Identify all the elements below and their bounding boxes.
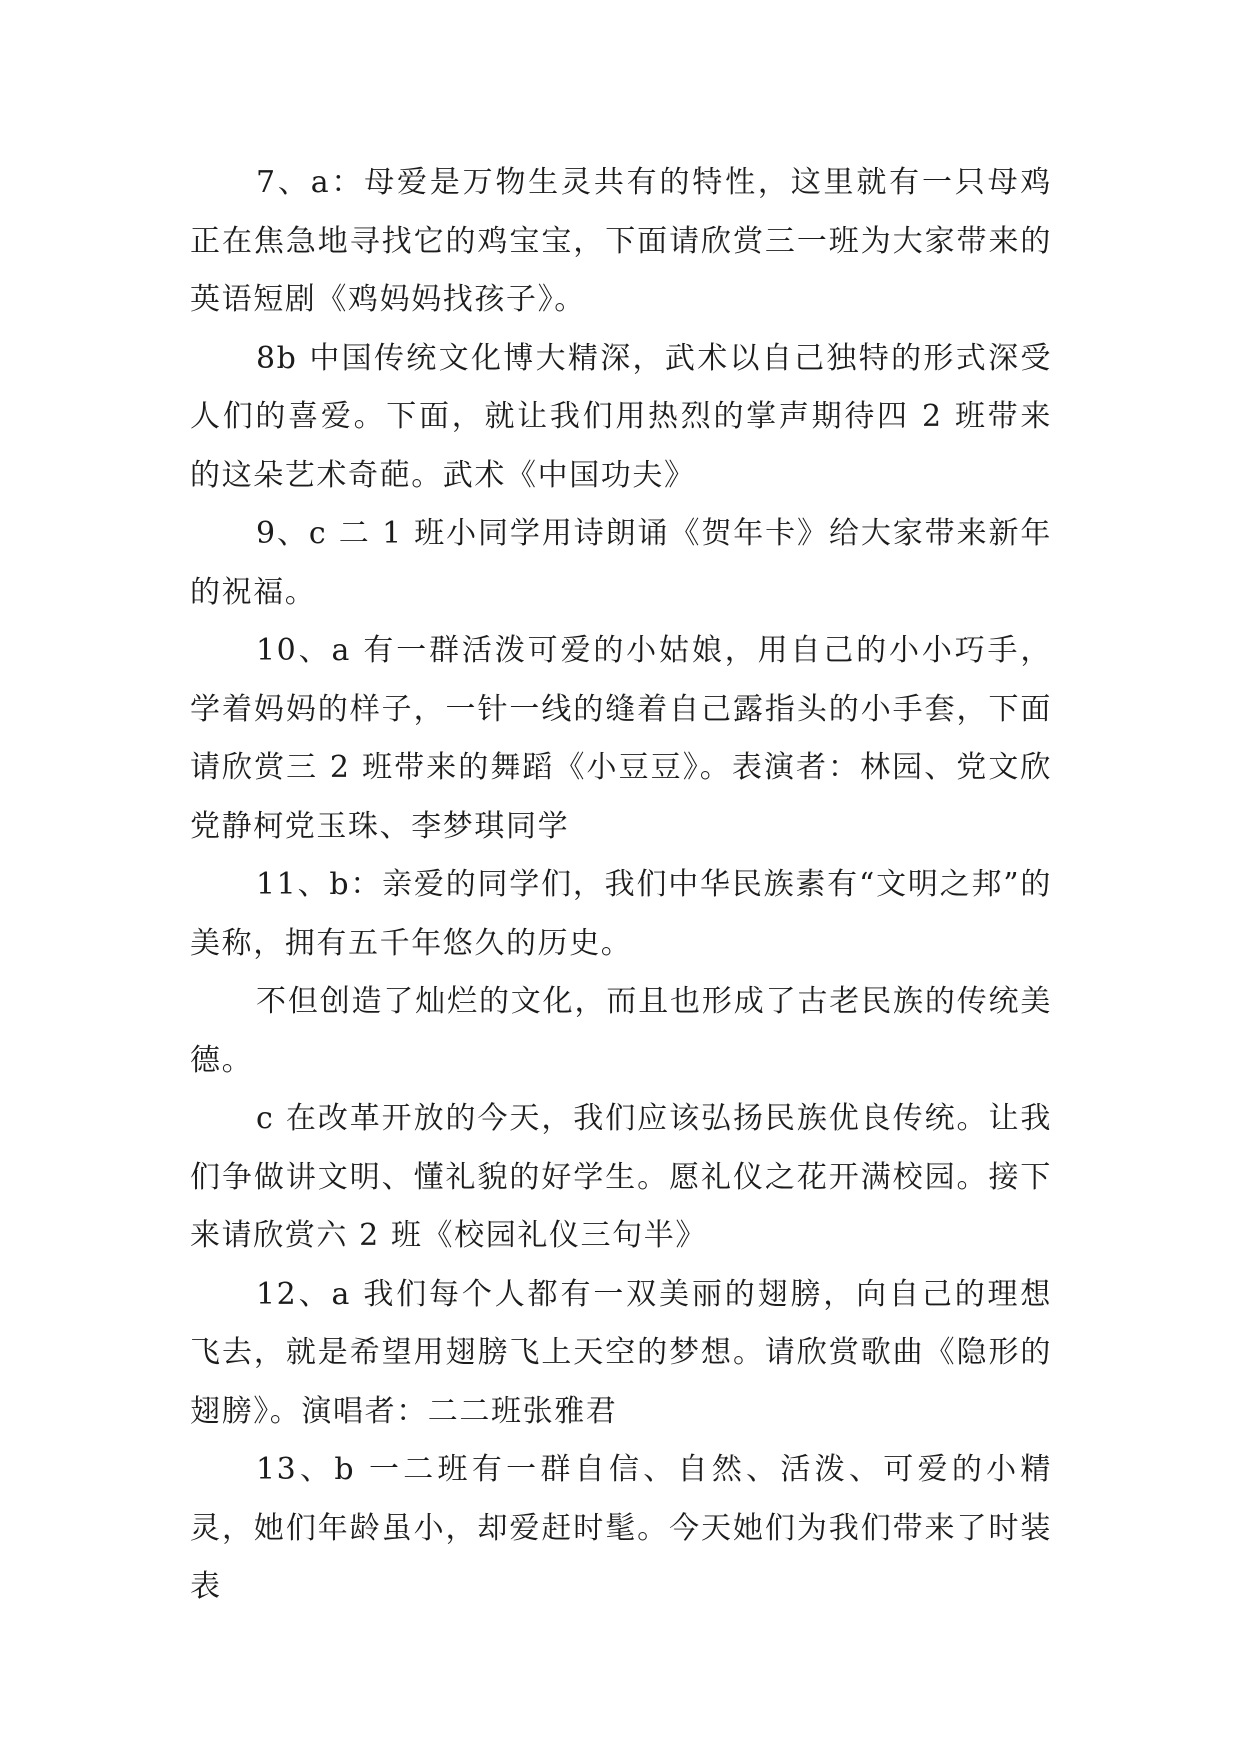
paragraph-item-7: 7、a：母爱是万物生灵共有的特性，这里就有一只母鸡正在焦急地寻找它的鸡宝宝，下面请欣赏三一班为大家带来的英语短剧《鸡妈妈找孩子》。	[190, 165, 1052, 317]
paragraph-c-speaker: c 在改革开放的今天，我们应该弘扬民族优良传统。让我们争做讲文明、懂礼貌的好学生。愿礼仪之花开满校园。接下来请欣赏六 2 班《校园礼仪三句半》	[190, 1101, 1052, 1253]
paragraph-continuation: 不但创造了灿烂的文化，而且也形成了古老民族的传统美德。	[190, 984, 1052, 1078]
paragraph-item-10: 10、a 有一群活泼可爱的小姑娘，用自己的小小巧手，学着妈妈的样子，一针一线的缝着自己露指头的小手套，下面请欣赏三 2 班带来的舞蹈《小豆豆》。表演者：林园、党文欣党静柯党玉珠、李梦琪同学	[190, 633, 1052, 844]
paragraph-item-9: 9、c 二 1 班小同学用诗朗诵《贺年卡》给大家带来新年的祝福。	[190, 516, 1052, 610]
document-body	[190, 154, 1052, 1617]
paragraph-item-13: 13、b 一二班有一群自信、自然、活泼、可爱的小精灵，她们年龄虽小，却爱赶时髦。今天她们为我们带来了时装表	[190, 1452, 1052, 1604]
paragraph-item-8: 8b 中国传统文化博大精深，武术以自己独特的形式深受人们的喜爱。下面，就让我们用热烈的掌声期待四 2 班带来的这朵艺术奇葩。武术《中国功夫》	[190, 340, 1052, 493]
paragraph-item-12: 12、a 我们每个人都有一双美丽的翅膀，向自己的理想飞去，就是希望用翅膀飞上天空的梦想。请欣赏歌曲《隐形的翅膀》。演唱者：二二班张雅君	[190, 1276, 1052, 1429]
paragraph-item-11: 11、b：亲爱的同学们，我们中华民族素有“文明之邦”的美称，拥有五千年悠久的历史。	[190, 867, 1052, 961]
